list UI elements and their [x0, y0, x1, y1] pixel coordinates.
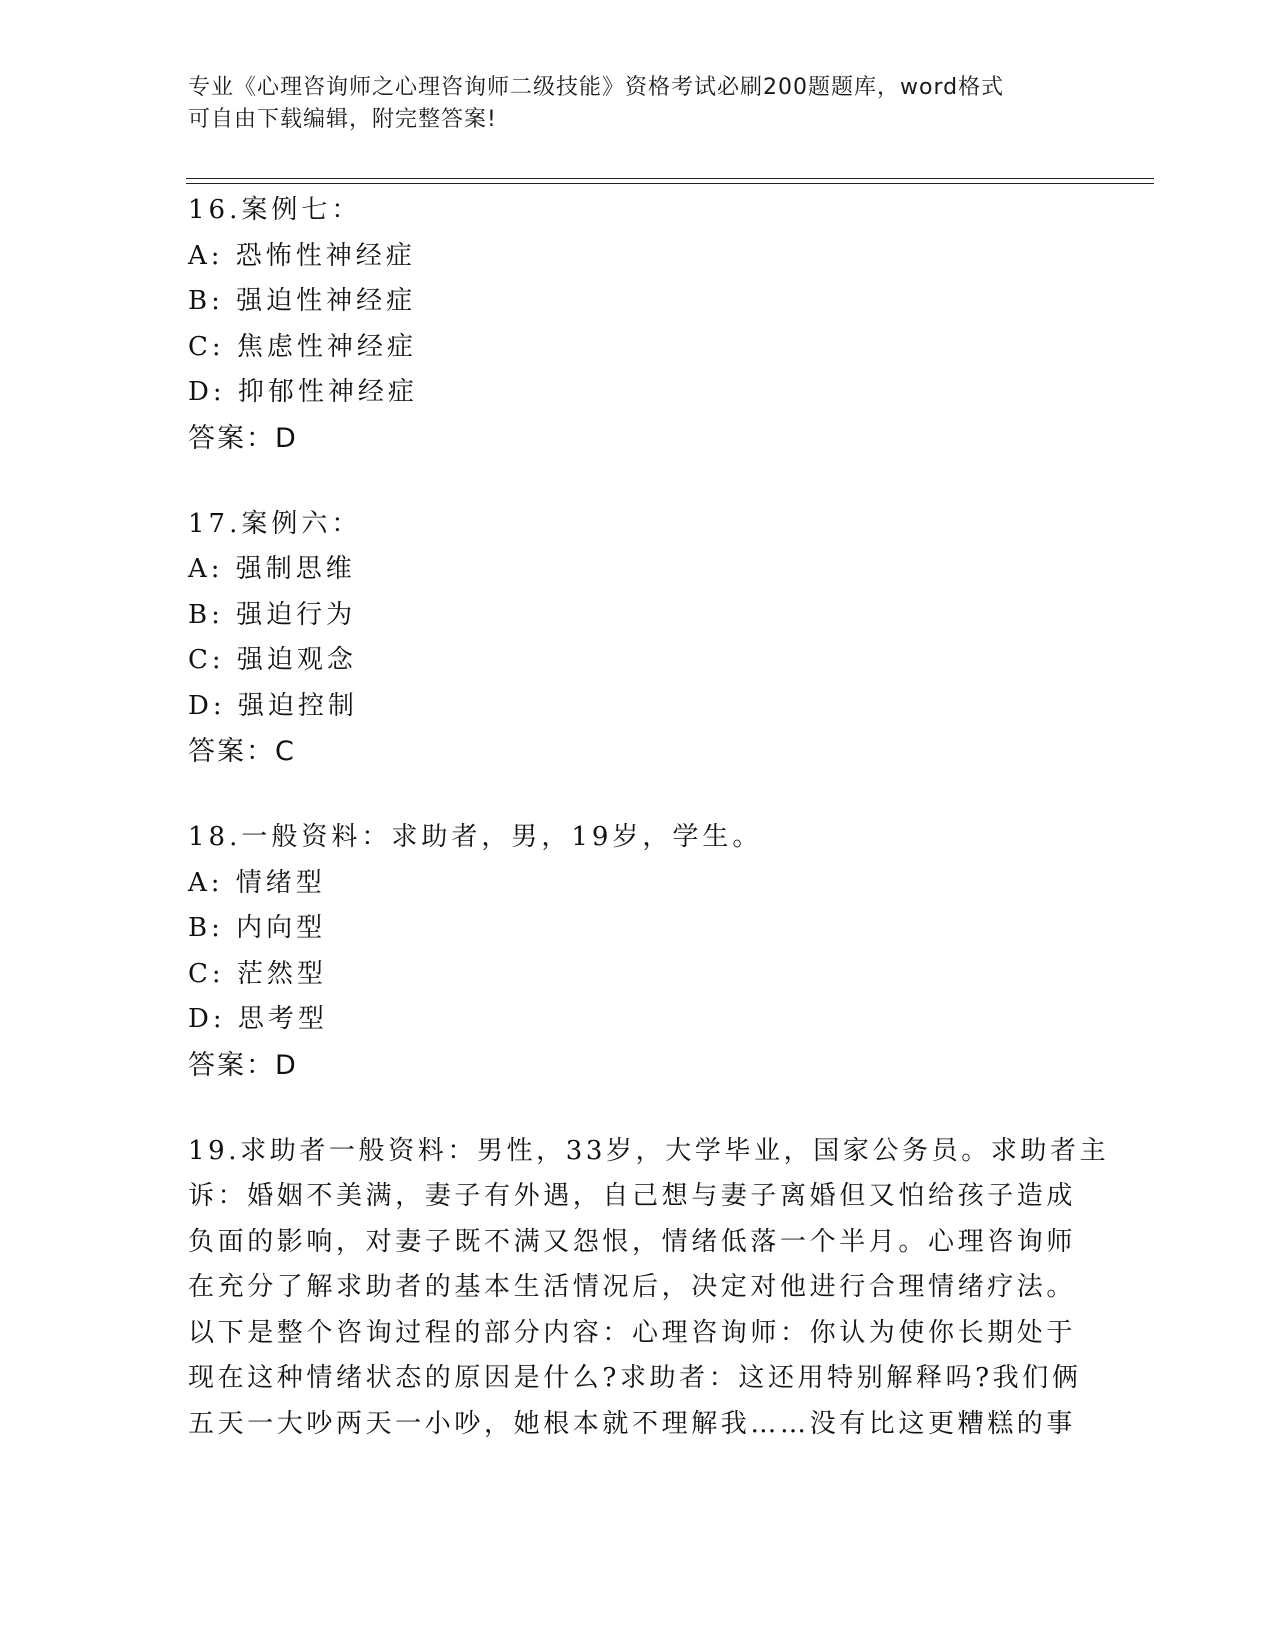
- paragraph-line: 负面的影响，对妻子既不满又怨恨，情绪低落一个半月。心理咨询师: [188, 1226, 1077, 1257]
- question-stem: 17.案例六：: [188, 508, 362, 539]
- option-c: C: 茫然型: [188, 958, 327, 989]
- option-b: B: 内向型: [188, 913, 327, 943]
- question-stem: 16.案例七：: [188, 195, 362, 225]
- paragraph-line: 在充分了解求助者的基本生活情况后，决定对他进行合理情绪疗法。: [188, 1272, 1077, 1302]
- header-rule-bottom: [186, 183, 1154, 184]
- header-line-2: 可自由下载编辑，附完整答案!: [188, 107, 497, 132]
- question-18: [188, 815, 1088, 1089]
- option-d: D: 强迫控制: [188, 690, 358, 721]
- header-rule-top: [186, 178, 1154, 179]
- paragraph-line: 现在这种情绪状态的原因是什么?求助者：这还用特别解释吗?我们俩: [188, 1363, 1082, 1393]
- question-19: [188, 1129, 1110, 1448]
- question-16: [188, 188, 1088, 462]
- option-c: C: 焦虑性神经症: [188, 331, 417, 362]
- document-header: [188, 72, 1088, 136]
- paragraph-line: 19.求助者一般资料：男性，33岁，大学毕业，国家公务员。求助者主: [188, 1135, 1110, 1166]
- paragraph-line: 诉：婚姻不美满，妻子有外遇，自己想与妻子离婚但又怕给孩子造成: [188, 1181, 1077, 1211]
- paragraph-line: 以下是整个咨询过程的部分内容：心理咨询师：你认为使你长期处于: [188, 1317, 1077, 1348]
- option-c: C: 强迫观念: [188, 645, 357, 675]
- answer-label: 答案：C: [188, 736, 296, 767]
- paragraph-line: 五天一大吵两天一小吵，她根本就不理解我……没有比这更糟糕的事: [188, 1408, 1077, 1439]
- question-list: [188, 188, 1110, 1447]
- option-a: A: 恐怖性神经症: [188, 240, 416, 271]
- answer-label: 答案：D: [188, 422, 298, 454]
- option-b: B: 强迫性神经症: [188, 286, 417, 316]
- option-a: A: 强制思维: [188, 554, 356, 584]
- option-d: D: 抑郁性神经症: [188, 377, 418, 407]
- question-17: [188, 502, 1088, 776]
- header-line-1: 专业《心理咨询师之心理咨询师二级技能》资格考试必刷200题题库，word格式: [188, 75, 1005, 100]
- question-stem: 18.一般资料：求助者，男，19岁，学生。: [188, 822, 763, 852]
- option-a: A: 情绪型: [188, 867, 326, 898]
- option-d: D: 思考型: [188, 1004, 328, 1034]
- answer-label: 答案：D: [188, 1049, 298, 1081]
- option-b: B: 强迫行为: [188, 599, 357, 630]
